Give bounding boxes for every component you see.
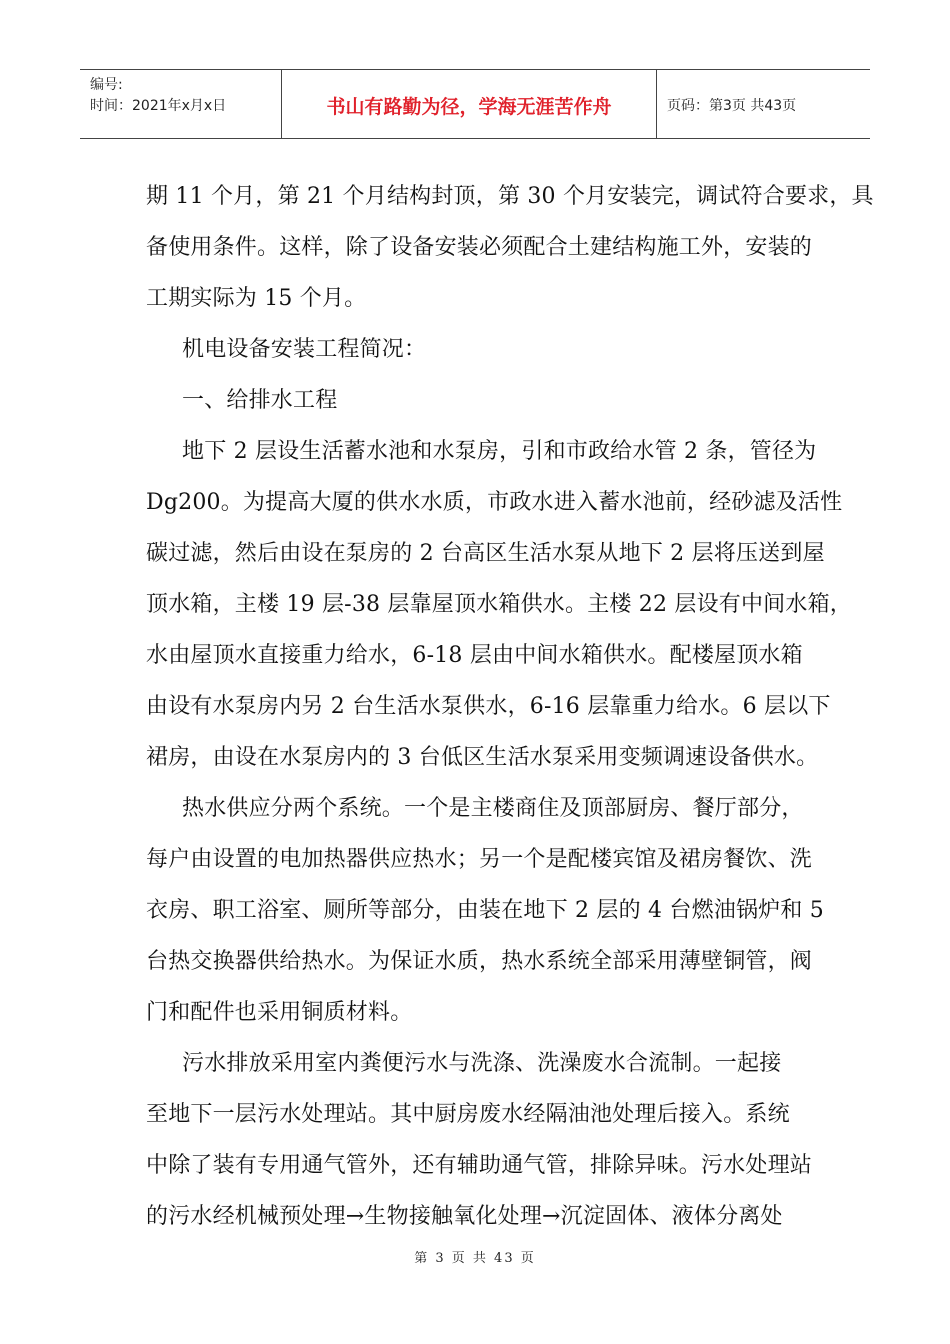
text-line: 的污水经机械预处理→生物接触氧化处理→沉淀固体、液体分离处 (146, 1204, 783, 1229)
paragraph-schedule (146, 171, 874, 324)
paragraph-hot-water (146, 783, 824, 1038)
text-line: 备使用条件。这样，除了设备安装必须配合土建结构施工外，安装的 (146, 235, 813, 260)
document-body (146, 171, 874, 1242)
header-page-cell (657, 70, 870, 138)
text-line: 碳过滤，然后由设在泵房的 2 台高区生活水泵从地下 2 层将压送到屋 (146, 541, 825, 566)
text-line: 衣房、职工浴室、厕所等部分，由装在地下 2 层的 4 台燃油锅炉和 5 (146, 898, 824, 923)
text-line: 工期实际为 15 个月。 (146, 286, 367, 311)
document-header (80, 69, 870, 139)
text-line: 地下 2 层设生活蓄水池和水泵房，引和市政给水管 2 条，管径为 (182, 439, 817, 464)
header-meta-cell (80, 70, 282, 138)
header-page-info: 页码：第3页 共43页 (667, 98, 797, 114)
text-line: 每户由设置的电加热器供应热水；另一个是配楼宾馆及裙房餐饮、洗 (146, 847, 813, 872)
header-motto-cell (282, 70, 657, 138)
section-heading: 一、给排水工程 (182, 388, 338, 413)
text-line: 至地下一层污水处理站。其中厨房废水经隔油池处理后接入。系统 (146, 1102, 790, 1127)
text-line: 热水供应分两个系统。一个是主楼商住及顶部厨房、餐厅部分， (182, 796, 804, 821)
section-intro: 机电设备安装工程简况： (182, 337, 427, 362)
text-line: 由设有水泵房内另 2 台生活水泵供水，6-16 层靠重力给水。6 层以下 (146, 694, 831, 719)
text-line: Dg200。为提高大厦的供水水质，市政水进入蓄水池前，经砂滤及活性 (146, 490, 843, 515)
paragraph-water-supply (146, 426, 852, 783)
text-line: 裙房，由设在水泵房内的 3 台低区生活水泵采用变频调速设备供水。 (146, 745, 819, 770)
text-line: 门和配件也采用铜质材料。 (146, 1000, 413, 1025)
text-line: 水由屋顶水直接重力给水，6-18 层由中间水箱供水。配楼屋顶水箱 (146, 643, 803, 668)
document-number-label: 编号: (90, 77, 123, 93)
document-date-label: 时间：2021年x月x日 (90, 98, 227, 114)
text-line: 期 11 个月，第 21 个月结构封顶，第 30 个月安装完，调试符合要求，具 (146, 184, 874, 209)
text-line: 顶水箱，主楼 19 层-38 层靠屋顶水箱供水。主楼 22 层设有中间水箱， (146, 592, 852, 617)
header-motto: 书山有路勤为径，学海无涯苦作舟 (326, 96, 612, 118)
text-line: 台热交换器供给热水。为保证水质，热水系统全部采用薄壁铜管，阀 (146, 949, 813, 974)
page-footer: 第 3 页 共 43 页 (414, 1251, 536, 1266)
paragraph-sewage (146, 1038, 813, 1242)
text-line: 污水排放采用室内粪便污水与洗涤、洗澡废水合流制。一起接 (182, 1051, 782, 1076)
text-line: 中除了装有专用通气管外，还有辅助通气管，排除异味。污水处理站 (146, 1153, 813, 1178)
